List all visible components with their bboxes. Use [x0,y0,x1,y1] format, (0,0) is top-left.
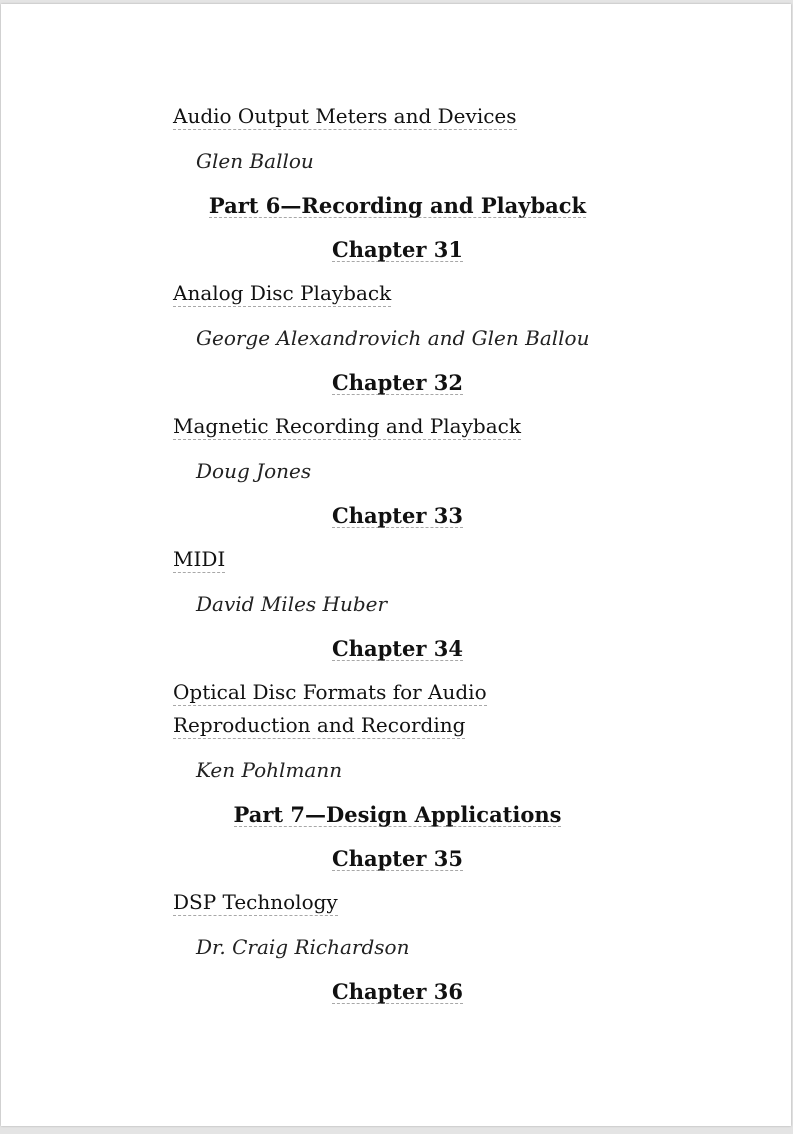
toc-title-text: MIDI [173,547,226,571]
toc-chapter-heading-text: Chapter 34 [332,636,463,661]
toc-title-text: Optical Disc Formats for Audio [173,680,487,704]
toc-title-text: DSP Technology [173,890,338,914]
toc-chapter-heading-text: Chapter 33 [332,503,463,528]
toc-part-heading-link[interactable] [1,195,793,218]
toc-chapter-heading-text: Chapter 31 [332,237,463,262]
toc-chapter-heading-text: Chapter 32 [332,370,463,395]
toc-title-text: Magnetic Recording and Playback [173,414,521,438]
toc-chapter-heading-link[interactable] [1,505,793,528]
toc-title-link[interactable] [173,106,517,126]
toc-chapter-heading-text: Chapter 36 [332,979,463,1004]
toc-title-link[interactable] [173,416,521,436]
toc-title-link[interactable] [173,682,487,702]
document-page [1,4,791,1126]
toc-title-text: Audio Output Meters and Devices [173,104,517,128]
toc-title-text: Reproduction and Recording [173,713,466,737]
toc-chapter-heading-text: Chapter 35 [332,846,463,871]
toc-title-text: Analog Disc Playback [173,281,392,305]
toc-author: George Alexandrovich and Glen Ballou [196,326,590,350]
toc-chapter-heading-link[interactable] [1,981,793,1004]
toc-author: Dr. Craig Richardson [196,935,410,959]
toc-chapter-heading-link[interactable] [1,372,793,395]
toc-part-heading-text: Part 7—Design Applications [233,802,562,827]
toc-chapter-heading-link[interactable] [1,239,793,262]
toc-title-link[interactable] [173,715,465,735]
toc-author: Doug Jones [196,459,312,483]
toc-part-heading-link[interactable] [1,804,793,827]
toc-author: Ken Pohlmann [196,758,343,782]
toc-title-link[interactable] [173,549,225,569]
toc-author: Glen Ballou [196,149,314,173]
toc-title-link[interactable] [173,892,338,912]
toc-title-link[interactable] [173,283,391,303]
toc-part-heading-text: Part 6—Recording and Playback [208,193,587,218]
toc-chapter-heading-link[interactable] [1,848,793,871]
toc-chapter-heading-link[interactable] [1,638,793,661]
toc-author: David Miles Huber [196,592,388,616]
